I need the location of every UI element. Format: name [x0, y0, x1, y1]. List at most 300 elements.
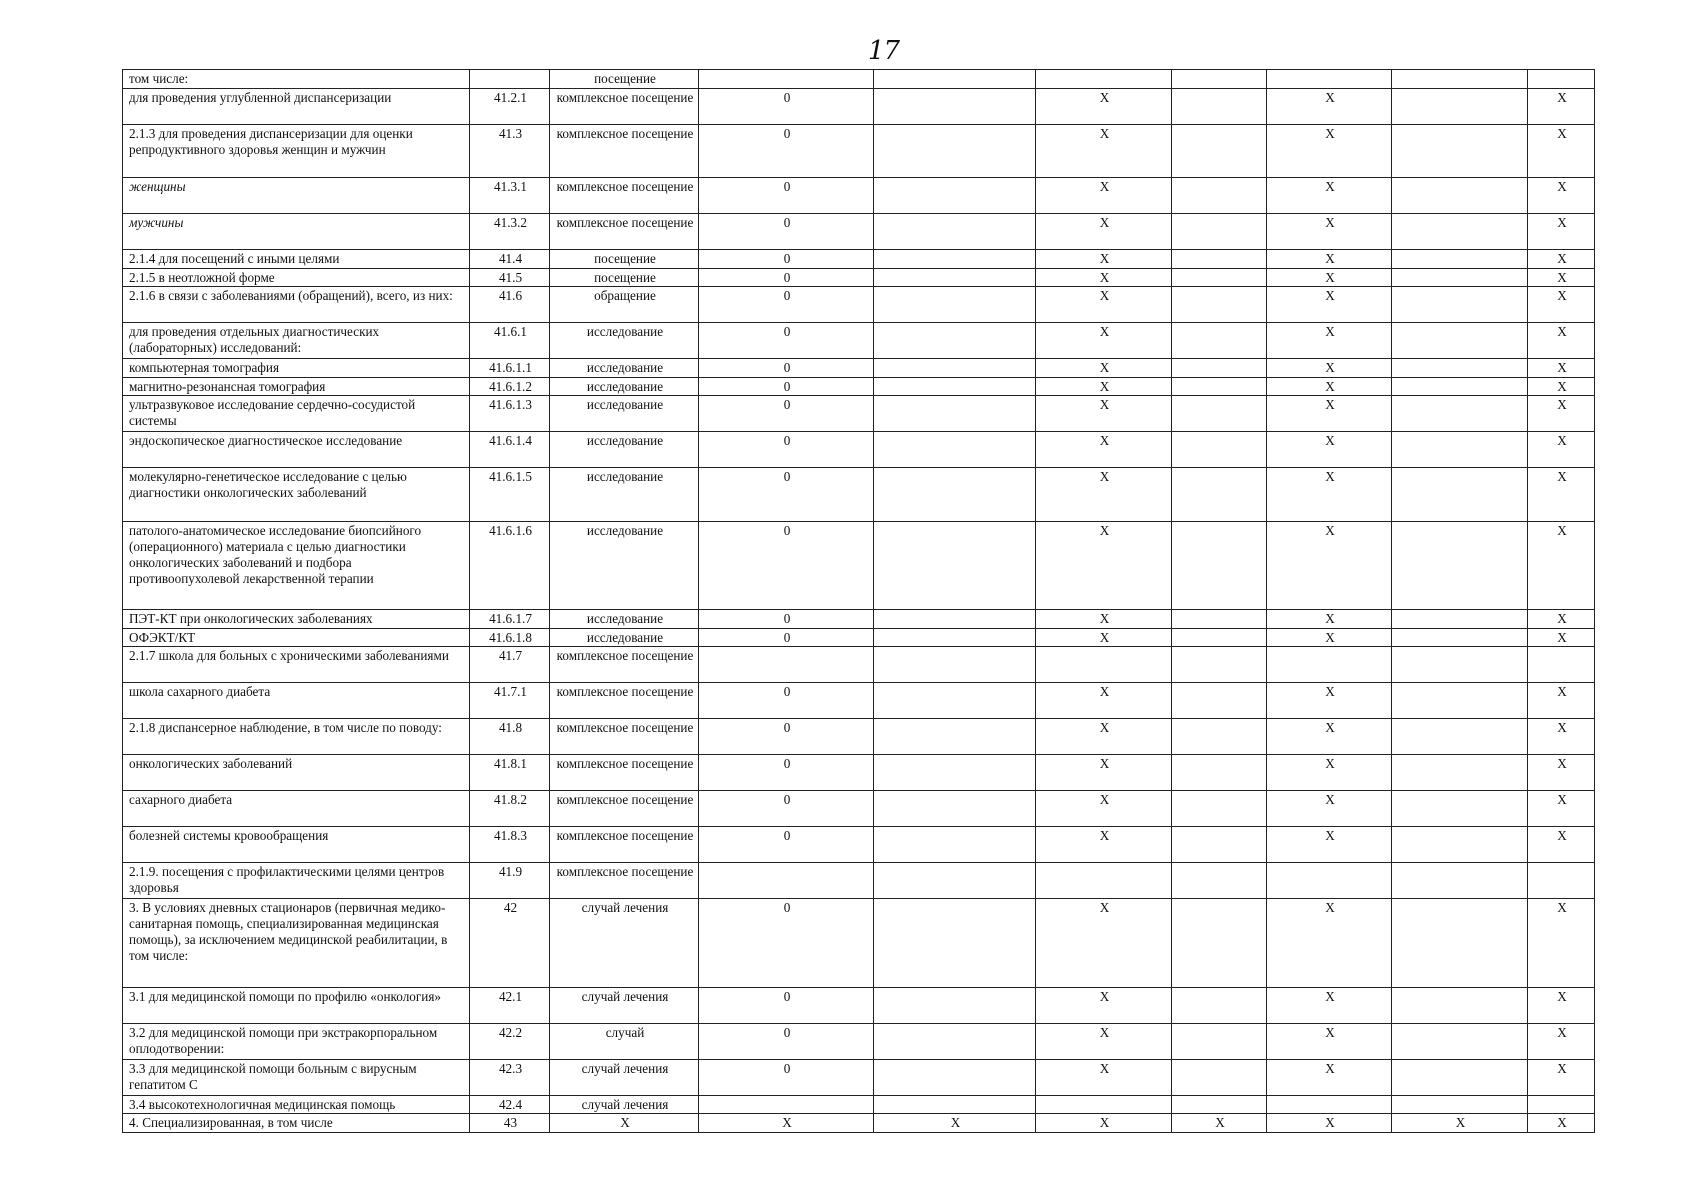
- row-x5-cell: X: [1267, 468, 1392, 522]
- row-x7-cell: X: [1528, 88, 1595, 124]
- row-x4-cell: [1172, 647, 1267, 683]
- row-name-cell: патолого-анатомическое исследование биопсийного (операционного) материала с целью диагностики онкологических заболеваний и подбора противоопухолевой лекарственной терапии: [123, 521, 470, 610]
- row-name-cell: онкологических заболеваний: [123, 755, 470, 791]
- page-number: 17: [868, 36, 900, 66]
- row-x5-cell: X: [1267, 268, 1392, 287]
- row-x2-cell: [874, 791, 1036, 827]
- table-row: [123, 899, 1595, 988]
- table-row: [123, 214, 1595, 250]
- row-x6-cell: [1392, 1059, 1528, 1095]
- row-name-cell: 2.1.9. посещения с профилактическими целями центров здоровья: [123, 863, 470, 899]
- row-x6-cell: [1392, 755, 1528, 791]
- row-x3-cell: X: [1036, 987, 1172, 1023]
- row-x3-cell: X: [1036, 791, 1172, 827]
- table-row: [123, 521, 1595, 610]
- row-unit-cell: комплексное посещение: [550, 683, 699, 719]
- row-value-cell: 0: [699, 287, 874, 323]
- row-number-cell: 41.3.1: [470, 178, 550, 214]
- row-number-cell: 41.3: [470, 124, 550, 178]
- row-x2-cell: [874, 323, 1036, 359]
- row-x2-cell: [874, 1023, 1036, 1059]
- row-name-cell: 3. В условиях дневных стационаров (первичная медико-санитарная помощь, специализированная медицинская помощь), за исключением медицинской реабилитации, в том числе:: [123, 899, 470, 988]
- row-x2-cell: [874, 468, 1036, 522]
- row-name-cell: ультразвуковое исследование сердечно-сосудистой системы: [123, 396, 470, 432]
- row-x3-cell: X: [1036, 178, 1172, 214]
- row-unit-cell: комплексное посещение: [550, 827, 699, 863]
- table-row: [123, 88, 1595, 124]
- row-unit-cell: комплексное посещение: [550, 178, 699, 214]
- row-x2-cell: [874, 863, 1036, 899]
- table-row: [123, 755, 1595, 791]
- row-unit-cell: посещение: [550, 268, 699, 287]
- row-x2-cell: [874, 719, 1036, 755]
- row-x6-cell: [1392, 178, 1528, 214]
- row-x6-cell: [1392, 863, 1528, 899]
- row-value-cell: 0: [699, 250, 874, 269]
- row-value-cell: X: [699, 1114, 874, 1133]
- row-x3-cell: X: [1036, 683, 1172, 719]
- row-number-cell: 41.5: [470, 268, 550, 287]
- row-x7-cell: [1528, 70, 1595, 89]
- row-unit-cell: исследование: [550, 396, 699, 432]
- row-name-cell: для проведения углубленной диспансеризации: [123, 88, 470, 124]
- row-number-cell: 41.6.1.6: [470, 521, 550, 610]
- row-value-cell: 0: [699, 1023, 874, 1059]
- row-x5-cell: X: [1267, 827, 1392, 863]
- row-value-cell: [699, 647, 874, 683]
- row-x3-cell: X: [1036, 628, 1172, 647]
- row-x4-cell: [1172, 719, 1267, 755]
- row-x2-cell: [874, 1095, 1036, 1114]
- row-x3-cell: X: [1036, 323, 1172, 359]
- row-x3-cell: X: [1036, 1023, 1172, 1059]
- row-number-cell: 42.3: [470, 1059, 550, 1095]
- row-x3-cell: X: [1036, 899, 1172, 988]
- row-x2-cell: [874, 124, 1036, 178]
- row-name-cell: 2.1.8 диспансерное наблюдение, в том числе по поводу:: [123, 719, 470, 755]
- row-x5-cell: X: [1267, 755, 1392, 791]
- row-x3-cell: X: [1036, 1114, 1172, 1133]
- row-x6-cell: [1392, 1095, 1528, 1114]
- row-name-cell: магнитно-резонансная томография: [123, 377, 470, 396]
- row-x6-cell: [1392, 88, 1528, 124]
- row-x5-cell: [1267, 70, 1392, 89]
- row-unit-cell: исследование: [550, 359, 699, 378]
- row-x6-cell: [1392, 214, 1528, 250]
- row-x4-cell: [1172, 178, 1267, 214]
- row-value-cell: 0: [699, 178, 874, 214]
- row-x5-cell: X: [1267, 396, 1392, 432]
- row-x3-cell: [1036, 1095, 1172, 1114]
- table-row: [123, 268, 1595, 287]
- row-unit-cell: посещение: [550, 70, 699, 89]
- row-name-cell: компьютерная томография: [123, 359, 470, 378]
- row-x6-cell: [1392, 521, 1528, 610]
- row-x2-cell: [874, 628, 1036, 647]
- row-x3-cell: [1036, 863, 1172, 899]
- row-x4-cell: [1172, 268, 1267, 287]
- row-number-cell: 41.8.2: [470, 791, 550, 827]
- row-name-cell: болезней системы кровообращения: [123, 827, 470, 863]
- row-x5-cell: [1267, 647, 1392, 683]
- row-name-cell: ОФЭКТ/КТ: [123, 628, 470, 647]
- row-x5-cell: X: [1267, 214, 1392, 250]
- row-x3-cell: X: [1036, 250, 1172, 269]
- row-value-cell: 0: [699, 359, 874, 378]
- row-x3-cell: X: [1036, 88, 1172, 124]
- row-x3-cell: X: [1036, 287, 1172, 323]
- row-name-cell: 3.3 для медицинской помощи больным с вирусным гепатитом С: [123, 1059, 470, 1095]
- row-x2-cell: [874, 396, 1036, 432]
- row-unit-cell: обращение: [550, 287, 699, 323]
- row-unit-cell: исследование: [550, 628, 699, 647]
- row-x3-cell: [1036, 647, 1172, 683]
- row-number-cell: 42.4: [470, 1095, 550, 1114]
- row-x5-cell: X: [1267, 359, 1392, 378]
- row-name-cell: 4. Специализированная, в том числе: [123, 1114, 470, 1133]
- row-x4-cell: [1172, 1059, 1267, 1095]
- row-x6-cell: [1392, 683, 1528, 719]
- row-name-cell: том числе:: [123, 70, 470, 89]
- row-x4-cell: [1172, 396, 1267, 432]
- table-row: [123, 628, 1595, 647]
- table-row: [123, 1095, 1595, 1114]
- row-x3-cell: X: [1036, 755, 1172, 791]
- row-x4-cell: [1172, 863, 1267, 899]
- row-value-cell: 0: [699, 88, 874, 124]
- row-unit-cell: комплексное посещение: [550, 214, 699, 250]
- row-x6-cell: [1392, 628, 1528, 647]
- row-value-cell: 0: [699, 610, 874, 629]
- row-x2-cell: [874, 755, 1036, 791]
- row-x2-cell: [874, 214, 1036, 250]
- row-x3-cell: X: [1036, 827, 1172, 863]
- row-value-cell: [699, 863, 874, 899]
- row-x6-cell: [1392, 791, 1528, 827]
- row-x4-cell: [1172, 827, 1267, 863]
- row-number-cell: 41.6.1.4: [470, 432, 550, 468]
- row-x4-cell: [1172, 214, 1267, 250]
- row-x7-cell: X: [1528, 396, 1595, 432]
- row-name-cell: 2.1.3 для проведения диспансеризации для оценки репродуктивного здоровья женщин и мужчин: [123, 124, 470, 178]
- row-value-cell: 0: [699, 791, 874, 827]
- row-unit-cell: случай лечения: [550, 987, 699, 1023]
- row-x4-cell: [1172, 755, 1267, 791]
- row-x6-cell: [1392, 70, 1528, 89]
- row-x7-cell: X: [1528, 124, 1595, 178]
- row-x6-cell: [1392, 647, 1528, 683]
- row-x4-cell: [1172, 521, 1267, 610]
- row-unit-cell: комплексное посещение: [550, 647, 699, 683]
- table-row: [123, 323, 1595, 359]
- row-unit-cell: исследование: [550, 432, 699, 468]
- row-x7-cell: X: [1528, 268, 1595, 287]
- row-x5-cell: X: [1267, 377, 1392, 396]
- row-name-cell: для проведения отдельных диагностических (лабораторных) исследований:: [123, 323, 470, 359]
- row-x5-cell: X: [1267, 178, 1392, 214]
- row-number-cell: 41.4: [470, 250, 550, 269]
- row-x3-cell: [1036, 70, 1172, 89]
- row-x6-cell: [1392, 124, 1528, 178]
- table-row: [123, 396, 1595, 432]
- row-x3-cell: X: [1036, 719, 1172, 755]
- row-value-cell: 0: [699, 124, 874, 178]
- row-x2-cell: [874, 70, 1036, 89]
- row-unit-cell: исследование: [550, 521, 699, 610]
- row-x6-cell: [1392, 610, 1528, 629]
- row-x7-cell: X: [1528, 377, 1595, 396]
- row-name-cell: ПЭТ-КТ при онкологических заболеваниях: [123, 610, 470, 629]
- row-value-cell: 0: [699, 396, 874, 432]
- row-unit-cell: случай лечения: [550, 899, 699, 988]
- row-x5-cell: X: [1267, 323, 1392, 359]
- data-table: [122, 69, 1595, 1133]
- row-x3-cell: X: [1036, 377, 1172, 396]
- row-x7-cell: [1528, 647, 1595, 683]
- row-x6-cell: [1392, 987, 1528, 1023]
- row-x2-cell: [874, 899, 1036, 988]
- row-x3-cell: X: [1036, 268, 1172, 287]
- row-x2-cell: [874, 521, 1036, 610]
- row-x7-cell: [1528, 863, 1595, 899]
- row-value-cell: [699, 70, 874, 89]
- row-x6-cell: [1392, 396, 1528, 432]
- row-x4-cell: [1172, 124, 1267, 178]
- row-x7-cell: X: [1528, 827, 1595, 863]
- table-row: [123, 468, 1595, 522]
- row-number-cell: 42: [470, 899, 550, 988]
- row-name-cell: молекулярно-генетическое исследование с целью диагностики онкологических заболеваний: [123, 468, 470, 522]
- row-x5-cell: X: [1267, 791, 1392, 827]
- row-x5-cell: X: [1267, 1114, 1392, 1133]
- row-x7-cell: X: [1528, 359, 1595, 378]
- row-x2-cell: [874, 88, 1036, 124]
- table-row: [123, 1114, 1595, 1133]
- row-number-cell: 41.8: [470, 719, 550, 755]
- row-name-cell: эндоскопическое диагностическое исследование: [123, 432, 470, 468]
- row-x3-cell: X: [1036, 359, 1172, 378]
- row-x7-cell: X: [1528, 287, 1595, 323]
- row-x7-cell: X: [1528, 899, 1595, 988]
- row-number-cell: 41.6.1.3: [470, 396, 550, 432]
- row-value-cell: 0: [699, 323, 874, 359]
- row-x7-cell: X: [1528, 755, 1595, 791]
- row-x5-cell: X: [1267, 521, 1392, 610]
- row-x7-cell: X: [1528, 987, 1595, 1023]
- row-x7-cell: X: [1528, 791, 1595, 827]
- table-row: [123, 377, 1595, 396]
- row-x5-cell: [1267, 863, 1392, 899]
- row-name-cell: мужчины: [123, 214, 470, 250]
- row-x4-cell: [1172, 683, 1267, 719]
- row-x3-cell: X: [1036, 214, 1172, 250]
- row-x2-cell: [874, 432, 1036, 468]
- row-x6-cell: [1392, 359, 1528, 378]
- row-x7-cell: X: [1528, 1023, 1595, 1059]
- row-x5-cell: [1267, 1095, 1392, 1114]
- row-x7-cell: X: [1528, 1114, 1595, 1133]
- table-row: [123, 432, 1595, 468]
- row-x7-cell: X: [1528, 628, 1595, 647]
- row-number-cell: 41.7.1: [470, 683, 550, 719]
- row-unit-cell: комплексное посещение: [550, 719, 699, 755]
- row-x6-cell: [1392, 432, 1528, 468]
- row-x5-cell: X: [1267, 987, 1392, 1023]
- row-name-cell: сахарного диабета: [123, 791, 470, 827]
- row-x7-cell: X: [1528, 1059, 1595, 1095]
- row-unit-cell: исследование: [550, 610, 699, 629]
- row-number-cell: 41.6.1.7: [470, 610, 550, 629]
- row-x2-cell: [874, 359, 1036, 378]
- row-value-cell: 0: [699, 468, 874, 522]
- row-x6-cell: [1392, 323, 1528, 359]
- row-x2-cell: [874, 268, 1036, 287]
- row-number-cell: 41.6.1.8: [470, 628, 550, 647]
- row-x5-cell: X: [1267, 899, 1392, 988]
- row-x4-cell: [1172, 610, 1267, 629]
- table-row: [123, 683, 1595, 719]
- row-x7-cell: X: [1528, 719, 1595, 755]
- row-x7-cell: X: [1528, 683, 1595, 719]
- row-x7-cell: X: [1528, 250, 1595, 269]
- row-unit-cell: X: [550, 1114, 699, 1133]
- row-unit-cell: комплексное посещение: [550, 791, 699, 827]
- row-x5-cell: X: [1267, 432, 1392, 468]
- row-x6-cell: [1392, 287, 1528, 323]
- row-x2-cell: [874, 987, 1036, 1023]
- row-number-cell: 41.3.2: [470, 214, 550, 250]
- row-number-cell: 41.9: [470, 863, 550, 899]
- row-unit-cell: случай лечения: [550, 1095, 699, 1114]
- row-x5-cell: X: [1267, 88, 1392, 124]
- row-value-cell: 0: [699, 827, 874, 863]
- row-x2-cell: [874, 377, 1036, 396]
- row-value-cell: 0: [699, 268, 874, 287]
- row-name-cell: 2.1.5 в неотложной форме: [123, 268, 470, 287]
- row-x7-cell: X: [1528, 610, 1595, 629]
- table-row: [123, 610, 1595, 629]
- row-name-cell: 3.4 высокотехнологичная медицинская помощь: [123, 1095, 470, 1114]
- row-number-cell: 41.6: [470, 287, 550, 323]
- table-row: [123, 359, 1595, 378]
- row-value-cell: 0: [699, 377, 874, 396]
- row-x3-cell: X: [1036, 124, 1172, 178]
- row-unit-cell: посещение: [550, 250, 699, 269]
- table-row: [123, 287, 1595, 323]
- row-value-cell: 0: [699, 987, 874, 1023]
- row-x5-cell: X: [1267, 124, 1392, 178]
- row-x7-cell: X: [1528, 521, 1595, 610]
- row-value-cell: 0: [699, 683, 874, 719]
- row-x7-cell: X: [1528, 323, 1595, 359]
- row-x3-cell: X: [1036, 468, 1172, 522]
- row-x6-cell: [1392, 1023, 1528, 1059]
- row-unit-cell: исследование: [550, 377, 699, 396]
- row-x6-cell: [1392, 827, 1528, 863]
- row-x4-cell: [1172, 287, 1267, 323]
- row-number-cell: 41.6.1: [470, 323, 550, 359]
- row-x6-cell: [1392, 377, 1528, 396]
- row-x5-cell: X: [1267, 1023, 1392, 1059]
- row-unit-cell: исследование: [550, 468, 699, 522]
- table-row: [123, 1059, 1595, 1095]
- row-number-cell: 41.6.1.5: [470, 468, 550, 522]
- row-unit-cell: исследование: [550, 323, 699, 359]
- row-value-cell: [699, 1095, 874, 1114]
- row-x7-cell: X: [1528, 178, 1595, 214]
- row-unit-cell: случай лечения: [550, 1059, 699, 1095]
- row-x4-cell: [1172, 70, 1267, 89]
- row-name-cell: 2.1.6 в связи с заболеваниями (обращений), всего, из них:: [123, 287, 470, 323]
- row-name-cell: 3.2 для медицинской помощи при экстракорпоральном оплодотворении:: [123, 1023, 470, 1059]
- row-x2-cell: [874, 827, 1036, 863]
- row-number-cell: 43: [470, 1114, 550, 1133]
- row-x6-cell: [1392, 468, 1528, 522]
- row-x5-cell: X: [1267, 683, 1392, 719]
- row-number-cell: 42.1: [470, 987, 550, 1023]
- row-x3-cell: X: [1036, 1059, 1172, 1095]
- row-x5-cell: X: [1267, 250, 1392, 269]
- row-x6-cell: [1392, 719, 1528, 755]
- row-x4-cell: [1172, 377, 1267, 396]
- row-name-cell: женщины: [123, 178, 470, 214]
- row-value-cell: 0: [699, 432, 874, 468]
- row-x5-cell: X: [1267, 628, 1392, 647]
- row-value-cell: 0: [699, 755, 874, 791]
- row-x5-cell: X: [1267, 287, 1392, 323]
- row-unit-cell: комплексное посещение: [550, 88, 699, 124]
- row-x4-cell: [1172, 1095, 1267, 1114]
- row-x4-cell: [1172, 323, 1267, 359]
- row-value-cell: 0: [699, 899, 874, 988]
- row-x7-cell: [1528, 1095, 1595, 1114]
- row-x7-cell: X: [1528, 432, 1595, 468]
- row-value-cell: 0: [699, 628, 874, 647]
- row-x4-cell: X: [1172, 1114, 1267, 1133]
- row-x4-cell: [1172, 359, 1267, 378]
- row-value-cell: 0: [699, 214, 874, 250]
- row-x4-cell: [1172, 1023, 1267, 1059]
- row-name-cell: 3.1 для медицинской помощи по профилю «онкология»: [123, 987, 470, 1023]
- row-x4-cell: [1172, 88, 1267, 124]
- row-x3-cell: X: [1036, 432, 1172, 468]
- row-x4-cell: [1172, 432, 1267, 468]
- row-x6-cell: [1392, 250, 1528, 269]
- table-row: [123, 827, 1595, 863]
- row-number-cell: 41.8.3: [470, 827, 550, 863]
- row-x2-cell: [874, 647, 1036, 683]
- row-name-cell: школа сахарного диабета: [123, 683, 470, 719]
- row-x6-cell: [1392, 268, 1528, 287]
- table-row: [123, 178, 1595, 214]
- row-x6-cell: X: [1392, 1114, 1528, 1133]
- row-number-cell: 42.2: [470, 1023, 550, 1059]
- row-x5-cell: X: [1267, 610, 1392, 629]
- row-x3-cell: X: [1036, 610, 1172, 629]
- row-x4-cell: [1172, 250, 1267, 269]
- table-row: [123, 987, 1595, 1023]
- row-x2-cell: [874, 683, 1036, 719]
- row-x4-cell: [1172, 628, 1267, 647]
- table-row: [123, 719, 1595, 755]
- row-number-cell: 41.6.1.1: [470, 359, 550, 378]
- table-row: [123, 124, 1595, 178]
- row-unit-cell: комплексное посещение: [550, 863, 699, 899]
- row-x2-cell: [874, 250, 1036, 269]
- row-x7-cell: X: [1528, 214, 1595, 250]
- row-x4-cell: [1172, 468, 1267, 522]
- row-unit-cell: случай: [550, 1023, 699, 1059]
